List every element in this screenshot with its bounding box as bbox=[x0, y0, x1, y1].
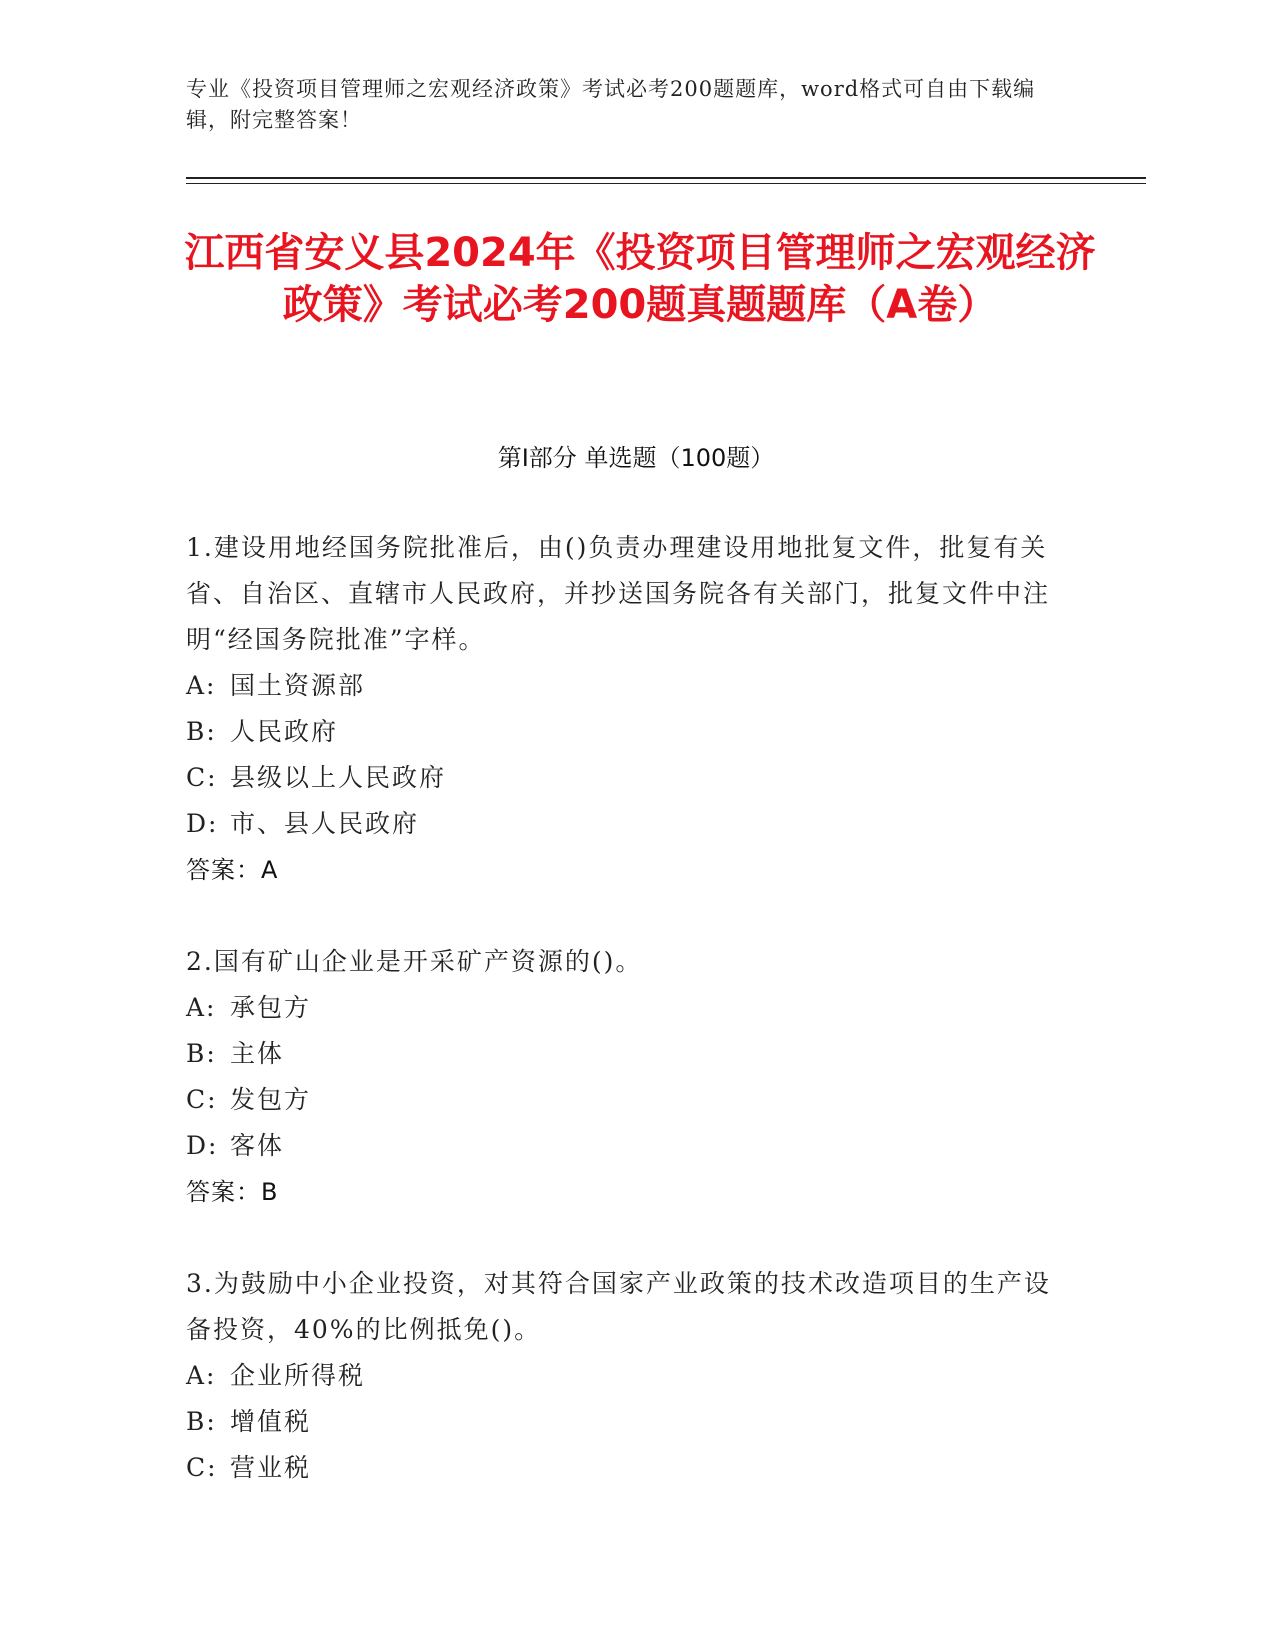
option-b bbox=[186, 1031, 1066, 1077]
option-letter: C: bbox=[186, 763, 218, 792]
option-a bbox=[186, 663, 1066, 709]
document-title: 江西省安义县2024年《投资项目管理师之宏观经济政策》考试必考200题真题题库（A卷） bbox=[184, 230, 1096, 328]
option-letter: B: bbox=[186, 1039, 217, 1068]
option-letter: B: bbox=[186, 1407, 217, 1436]
option-text: 国土资源部 bbox=[230, 671, 366, 700]
option-letter: D: bbox=[186, 809, 219, 838]
option-letter: C: bbox=[186, 1085, 218, 1114]
option-text: 县级以上人民政府 bbox=[230, 763, 447, 792]
header-divider-thin bbox=[186, 183, 1146, 184]
option-c bbox=[186, 1445, 1066, 1491]
option-text: 发包方 bbox=[230, 1085, 312, 1114]
question-list bbox=[186, 525, 1066, 1537]
header-divider-thick bbox=[186, 177, 1146, 179]
option-text: 人民政府 bbox=[230, 717, 339, 746]
option-text: 客体 bbox=[230, 1131, 285, 1160]
option-text: 主体 bbox=[230, 1039, 285, 1068]
option-letter: A: bbox=[186, 671, 217, 700]
option-c bbox=[186, 1077, 1066, 1123]
answer-line: 答案：B bbox=[186, 1178, 279, 1206]
option-letter: C: bbox=[186, 1453, 218, 1482]
option-a bbox=[186, 985, 1066, 1031]
option-text: 增值税 bbox=[230, 1407, 312, 1436]
option-a bbox=[186, 1353, 1066, 1399]
option-d bbox=[186, 1123, 1066, 1169]
option-d bbox=[186, 801, 1066, 847]
question-1 bbox=[186, 525, 1066, 893]
option-letter: D: bbox=[186, 1131, 219, 1160]
question-stem: 2.国有矿山企业是开采矿产资源的()。 bbox=[186, 947, 643, 976]
section-heading: 第I部分 单选题（100题） bbox=[497, 444, 775, 472]
option-letter: B: bbox=[186, 717, 217, 746]
option-b bbox=[186, 709, 1066, 755]
option-letter: A: bbox=[186, 993, 217, 1022]
option-c bbox=[186, 755, 1066, 801]
question-stem: 1.建设用地经国务院批准后，由()负责办理建设用地批复文件，批复有关省、自治区、直辖市人民政府，并抄送国务院各有关部门，批复文件中注明“经国务院批准”字样。 bbox=[186, 533, 1051, 654]
option-text: 营业税 bbox=[230, 1453, 312, 1482]
header-note: 专业《投资项目管理师之宏观经济政策》考试必考200题题库，word格式可自由下载编辑，附完整答案！ bbox=[186, 77, 1036, 132]
question-2 bbox=[186, 939, 1066, 1215]
answer-line: 答案：A bbox=[186, 856, 279, 884]
option-b bbox=[186, 1399, 1066, 1445]
option-text: 承包方 bbox=[230, 993, 312, 1022]
option-text: 市、县人民政府 bbox=[230, 809, 420, 838]
option-letter: A: bbox=[186, 1361, 217, 1390]
question-3 bbox=[186, 1261, 1066, 1491]
question-stem: 3.为鼓励中小企业投资，对其符合国家产业政策的技术改造项目的生产设备投资，40%的比例抵免()。 bbox=[186, 1269, 1051, 1344]
option-text: 企业所得税 bbox=[230, 1361, 366, 1390]
